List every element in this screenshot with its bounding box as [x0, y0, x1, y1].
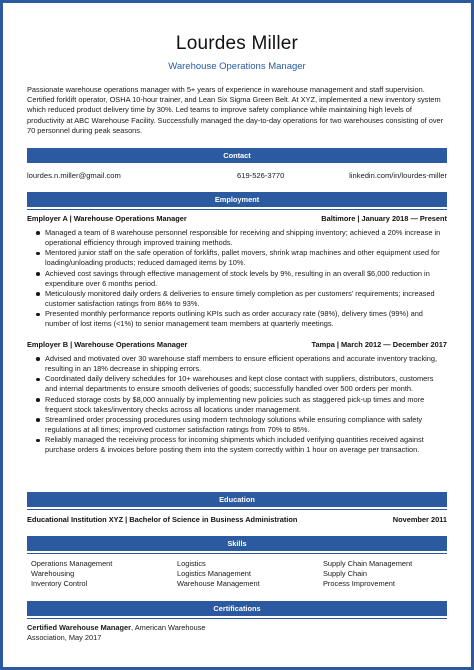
job-bullets [35, 354, 447, 456]
summary-paragraph: Passionate warehouse operations manager with 5+ years of experience in warehouse management and staff supervision. Certified forklift operator, OSHA 10-hour trainer, and Lean Six Sigma Green Belt. At XYZ, implemented a new inventory system which reduced product delivery time by 30%. Led teams to improve safety compliance while maintaining high levels of productivity at ABC Warehouse Facility. Successfully managed the day-to-day operations for two warehouses consisting of over 70 personnel during peak seasons. [27, 85, 444, 135]
skill-item: Process Improvement [323, 579, 395, 589]
skill-item: Supply Chain Management [323, 559, 413, 568]
list-item: Advised and motivated over 30 warehouse staff members to ensure efficient operations and accurate inventory tracking, resulting in an 18% decrease in shipping errors. [35, 354, 447, 374]
education-entry [27, 515, 447, 526]
skill-item: Logistics [177, 559, 206, 568]
job-bullets [35, 228, 447, 330]
list-item: Achieved cost savings through effective management of stock levels by 9%, resulting in an overall $6,000 reduction in expenditure over 6 months period. [35, 269, 447, 289]
section-divider [27, 618, 447, 619]
job-meta: Baltimore | January 2018 — Present [321, 214, 447, 223]
section-divider [27, 209, 447, 210]
list-item: Managed a team of 8 warehouse personnel responsible for receiving and shipping inventory; achieved a 20% increase in operational efficiency through improved training methods. [35, 228, 447, 248]
job-title: Employer B | Warehouse Operations Manager [27, 340, 188, 349]
list-item: Meticulously monitored daily orders & deliveries to ensure timely completion as per customers' requirements; increased customer satisfaction ratings from 86% to 93%. [35, 289, 447, 309]
job-meta: Tampa | March 2012 — December 2017 [311, 340, 447, 349]
section-divider [27, 509, 447, 510]
job-header [27, 214, 447, 225]
job-header [27, 340, 447, 351]
job-title: Employer A | Warehouse Operations Manager [27, 214, 187, 223]
list-item: Presented monthly performance reports outlining KPIs such as order accuracy rate (98%), delivery times (99%) and number of lost items (<1%) to senior management team members at quarterly meetings. [35, 309, 447, 329]
list-item: Reduced storage costs by $8,000 annually by implementing new policies such as staggered pick-up times and more frequent stock takes/inventory checks across all locations under management. [35, 395, 447, 415]
candidate-title: Warehouse Operations Manager [168, 61, 306, 72]
candidate-name: Lourdes Miller [175, 33, 299, 54]
education-heading: Education [27, 492, 447, 507]
education-date: November 2011 [392, 515, 447, 524]
contact-linkedin[interactable]: linkedin.com/in/lourdes-miller [349, 171, 447, 180]
certification-name: Certified Warehouse Manager [27, 623, 132, 632]
section-divider [27, 553, 447, 554]
skill-item: Inventory Control [31, 579, 88, 589]
list-item: Reliably managed the receiving process for incoming shipments which included verifying quantities received against purchase orders & invoices before posting them into the system correctly within 1 hour on average per transaction. [35, 435, 447, 455]
list-item: Coordinated daily delivery schedules for 10+ warehouses and kept close contact with suppliers, distributors, customers and internal departments to ensure smooth deliveries of goods; successfully handled over 500 orders per month. [35, 374, 447, 394]
list-item: Streamlined order processing procedures using modern technology solutions while ensuring compliance with safety regulations at all times; improved customer satisfaction ratings from 70% to 85%. [35, 415, 447, 435]
skill-item: Logistics Management [177, 569, 251, 579]
skills-column [323, 559, 412, 590]
certification-entry [27, 623, 217, 643]
contact-row [27, 171, 447, 182]
skills-heading: Skills [27, 536, 447, 551]
list-item: Mentored junior staff on the safe operation of forklifts, pallet movers, shrink wrap machines and other equipment used for loading/unloading products; reduced damaged items by 10%. [35, 248, 447, 268]
certification-issuer: , American Warehouse Association, May 2017 [27, 623, 206, 643]
certifications-heading: Certifications [27, 601, 447, 616]
employment-heading: Employment [27, 192, 447, 207]
skill-item: Warehouse Management [177, 579, 260, 589]
skill-item: Operations Management [31, 559, 113, 568]
skills-column [31, 559, 112, 590]
skill-item: Supply Chain [323, 569, 367, 579]
education-degree: Educational Institution XYZ | Bachelor of Science in Business Administration [27, 515, 298, 524]
contact-heading: Contact [27, 148, 447, 163]
skill-item: Warehousing [31, 569, 75, 579]
contact-phone[interactable]: 619-526-3770 [237, 171, 285, 180]
contact-email[interactable]: lourdes.n.miller@gmail.com [27, 171, 121, 180]
skills-column [177, 559, 260, 590]
